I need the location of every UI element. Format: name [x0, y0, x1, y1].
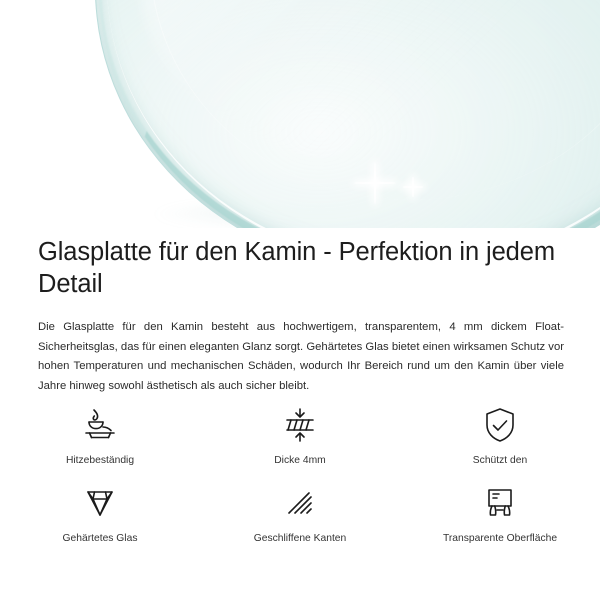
body-paragraph: Die Glasplatte für den Kamin besteht aus hochwertigem, transparentem, 4 mm dickem Float-Sicherheitsglas, das für einen eleganten Glanz sorgt. Gehärtetes Glas bietet einen wirksamen Schutz vor hohen Temperaturen und mechanischen Schäden, wodurch Ihr Bereich rund um den Kamin über viele Jahre hinweg sowohl ästhetisch als auch sicher bleibt. — [38, 321, 564, 392]
hero-image-inner — [0, 0, 600, 228]
feature-item — [200, 400, 400, 472]
diamond-icon — [78, 482, 122, 524]
feature-label: Transparente Oberfläche — [442, 533, 558, 544]
feature-label: Schützt den — [472, 455, 528, 466]
heat-resistant-icon — [78, 404, 122, 446]
thickness-icon — [278, 404, 322, 446]
feature-item — [200, 478, 400, 550]
feature-label: Geschliffene Kanten — [253, 533, 347, 544]
content-block — [0, 228, 600, 396]
feature-item — [400, 478, 600, 550]
feature-item — [0, 478, 200, 550]
shield-icon — [478, 404, 522, 446]
page-title: Glasplatte für den Kamin - Perfektion in jedem Detail — [38, 238, 555, 299]
feature-grid — [0, 400, 600, 550]
feature-item — [400, 400, 600, 472]
hero-image — [0, 0, 600, 228]
polished-edges-icon — [278, 482, 322, 524]
feature-label: Gehärtetes Glas — [62, 533, 138, 544]
feature-label: Dicke 4mm — [274, 455, 326, 466]
feature-label: Hitzebeständig — [65, 455, 135, 466]
feature-item — [0, 400, 200, 472]
transparent-surface-icon — [478, 482, 522, 524]
